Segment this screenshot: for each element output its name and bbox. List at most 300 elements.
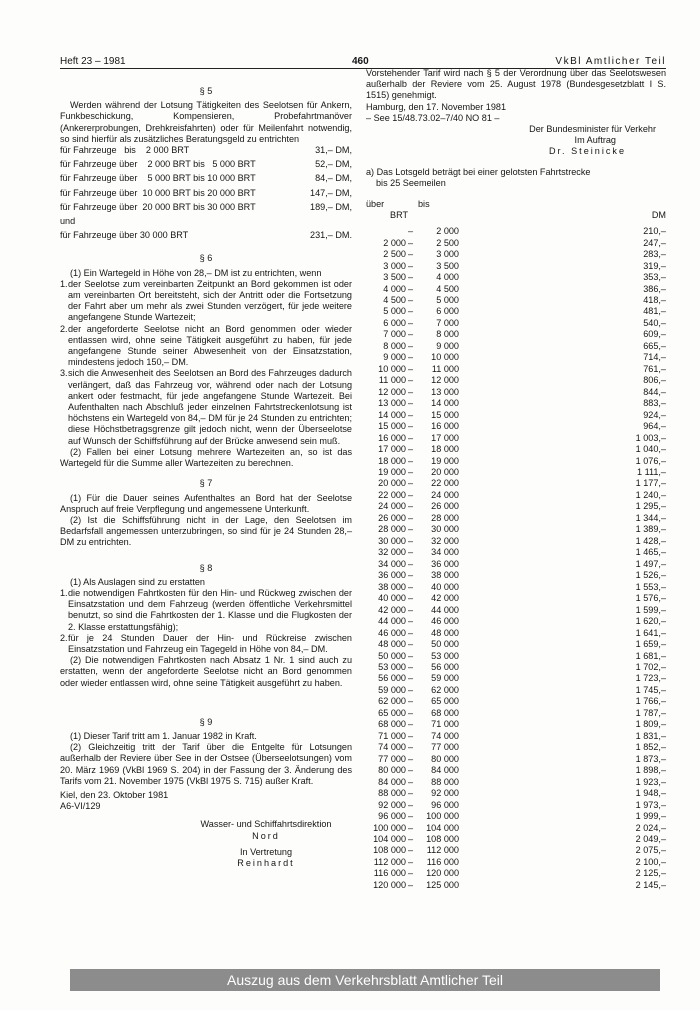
cell-from: 38 000 <box>378 581 406 592</box>
cell-from: 50 000 <box>378 650 406 661</box>
cell-to: 36 000 <box>431 558 459 569</box>
cell-dash: – <box>408 742 414 753</box>
table-row <box>366 547 666 558</box>
cell-dm: 1 465,– <box>635 547 666 558</box>
table-row <box>366 295 666 306</box>
section-8-p1: (1) Als Auslagen sind zu erstatten <box>70 576 205 587</box>
cell-to: 13 000 <box>431 386 459 397</box>
section-7-title: § 7 <box>199 478 213 489</box>
cell-dash: – <box>408 707 414 718</box>
cell-to: 50 000 <box>431 639 459 650</box>
cell-dash: – <box>408 581 414 592</box>
cell-to: 108 000 <box>426 834 459 844</box>
cell-from: 6 000 <box>383 317 406 328</box>
cell-from: 18 000 <box>378 455 406 466</box>
fee-amount: 52,– DM, <box>315 159 352 170</box>
table-row <box>366 605 666 616</box>
right-column <box>366 68 666 891</box>
table-row <box>366 536 666 547</box>
cell-from: 65 000 <box>378 707 406 718</box>
footer-banner: Auszug aus dem Verkehrsblatt Amtlicher Teil <box>70 969 660 991</box>
cell-to: 42 000 <box>431 593 459 604</box>
cell-to: 5 000 <box>436 294 459 305</box>
table-row <box>366 375 666 386</box>
table-row <box>366 455 666 466</box>
cell-dash: – <box>408 237 414 248</box>
cell-dash: – <box>408 489 414 500</box>
cell-from: 28 000 <box>378 524 406 535</box>
cell-from: 108 000 <box>373 845 406 856</box>
cell-to: 92 000 <box>431 788 459 799</box>
cell-dm: 210,– <box>643 226 666 237</box>
cell-to: 9 000 <box>436 340 459 351</box>
cell-from: 62 000 <box>378 696 406 707</box>
table-row <box>366 329 666 340</box>
cell-to: 62 000 <box>431 684 459 695</box>
cell-dash: – <box>408 650 414 661</box>
table-row <box>366 341 666 352</box>
table-row <box>366 857 666 868</box>
cell-to: 120 000 <box>426 868 459 879</box>
cell-to: 125 000 <box>426 879 459 890</box>
cell-to: 15 000 <box>431 409 459 420</box>
table-row <box>366 708 666 719</box>
cell-dash: – <box>408 558 414 569</box>
section-9-title: § 9 <box>199 716 213 727</box>
cell-dm: 1 923,– <box>635 776 666 787</box>
cell-dm: 1 641,– <box>635 627 666 638</box>
cell-dm: 283,– <box>643 249 666 260</box>
cell-from: 4 500 <box>383 294 406 305</box>
cell-from: 10 000 <box>378 363 406 374</box>
cell-to: 34 000 <box>431 547 459 558</box>
cell-dash: – <box>408 673 414 684</box>
cell-from: 2 000 <box>383 237 406 248</box>
minister: Der Bundesminister für Verkehr <box>529 124 656 135</box>
cell-dash: – <box>408 386 414 397</box>
cell-dm: 1 389,– <box>635 524 666 535</box>
cell-from: 40 000 <box>378 593 406 604</box>
cell-from: 104 000 <box>373 834 406 844</box>
fee-desc: für Fahrzeuge bis 2 000 BRT <box>60 145 190 156</box>
cell-dm: 964,– <box>643 421 666 432</box>
cell-to: 53 000 <box>431 650 459 661</box>
table-row <box>366 283 666 294</box>
cell-dm: 1 973,– <box>635 799 666 810</box>
hamburg-date: Hamburg, den 17. November 1981 <box>366 101 507 112</box>
cell-dash: – <box>408 421 414 432</box>
cell-to: 10 000 <box>431 352 459 363</box>
im-auftrag: Im Auftrag <box>574 135 616 146</box>
table-row <box>366 845 666 856</box>
header-left: Heft 23 – 1981 <box>60 56 126 67</box>
cell-from: 77 000 <box>378 753 406 764</box>
cell-from: 46 000 <box>378 627 406 638</box>
cell-from: 4 000 <box>383 283 406 294</box>
cell-dash: – <box>408 879 414 890</box>
fee-amount: 189,– DM, <box>310 201 352 212</box>
cell-dash: – <box>408 845 414 856</box>
cell-from: 71 000 <box>378 730 406 741</box>
cell-dm: 1 723,– <box>635 673 666 684</box>
table-row <box>366 788 666 799</box>
table-row <box>366 696 666 707</box>
cell-from: 53 000 <box>378 661 406 672</box>
cell-dm: 2 125,– <box>635 868 666 879</box>
signer-region: Nord <box>252 830 280 841</box>
table-row <box>366 719 666 730</box>
section-6-item-2 <box>60 324 352 369</box>
cell-dash: – <box>408 363 414 374</box>
cell-dm: 1 787,– <box>635 707 666 718</box>
cell-to: 116 000 <box>426 856 459 867</box>
table-row <box>366 352 666 363</box>
cell-dash: – <box>408 811 414 822</box>
cell-dm: 1 766,– <box>635 696 666 707</box>
cell-dm: 1 177,– <box>635 478 666 489</box>
cell-dm: 1 526,– <box>635 570 666 581</box>
cell-dm: 924,– <box>643 409 666 420</box>
fee-desc: für Fahrzeuge über 10 000 BRT bis 20 000 BRT <box>60 187 256 198</box>
cell-from: 12 000 <box>378 386 406 397</box>
cell-dash: – <box>408 788 414 799</box>
table-row <box>366 501 666 512</box>
cell-dash: – <box>408 478 414 489</box>
table-row <box>366 249 666 260</box>
table-row <box>366 387 666 398</box>
cell-from: 36 000 <box>378 570 406 581</box>
cell-from: 74 000 <box>378 742 406 753</box>
cell-dash: – <box>408 535 414 546</box>
cell-dm: 1 111,– <box>637 467 666 477</box>
cell-dm: 761,– <box>643 363 666 374</box>
header-from: über <box>366 199 385 210</box>
cell-dash: – <box>408 570 414 581</box>
section-8-title: § 8 <box>199 562 213 573</box>
item-number: 3. <box>60 368 68 379</box>
item-text: der Seelotse zum vereinbarten Zeitpunkt an Bord gekommen ist oder am vereinbarten Ort bereitsteht, sich der Antritt oder die Fortsetzung der Fahrt aber um mehr als zwei Stunden verzögert, für jede weitere angefangene Stunde Wartezeit; <box>68 278 352 323</box>
cell-to: 32 000 <box>431 535 459 546</box>
cell-dash: – <box>408 868 414 879</box>
table-row <box>366 822 666 833</box>
table-row <box>366 754 666 765</box>
cell-to: 2 000 <box>436 226 459 237</box>
fee-row <box>60 230 352 241</box>
cell-dash: – <box>408 684 414 695</box>
header-brt: BRT <box>390 210 409 221</box>
cell-dm: 2 075,– <box>635 845 666 856</box>
table-row <box>366 811 666 822</box>
fee-row <box>60 159 352 170</box>
cell-to: 6 000 <box>436 306 459 317</box>
cell-to: 30 000 <box>431 524 459 535</box>
cell-dash: – <box>408 306 414 317</box>
cell-from: 5 000 <box>383 306 406 317</box>
table-row <box>366 650 666 661</box>
cell-dash: – <box>408 444 414 455</box>
cell-dash: – <box>408 398 414 409</box>
fee-desc: für Fahrzeuge über 5 000 BRT bis 10 000 BRT <box>60 173 256 184</box>
cell-dm: 319,– <box>643 260 666 271</box>
fee-desc: für Fahrzeuge über 2 000 BRT bis 5 000 BRT <box>60 159 256 170</box>
section-7-p1: (1) Für die Dauer seines Aufenthaltes an Bord hat der Seelotse Anspruch auf freie Verpflegung und angemessene Unterkunft. <box>60 492 352 514</box>
cell-to: 112 000 <box>426 845 459 856</box>
cell-dash: – <box>408 352 414 363</box>
minister-name: Dr. Steinicke <box>548 146 626 157</box>
cell-to: 7 000 <box>436 317 459 328</box>
cell-from: 116 000 <box>373 868 406 879</box>
signer-vertretung: In Vertretung <box>239 846 293 857</box>
rate-table <box>366 226 666 891</box>
cell-dm: 1 809,– <box>635 719 666 730</box>
cell-dm: 883,– <box>643 398 666 409</box>
cell-dash: – <box>408 616 414 627</box>
cell-dash: – <box>408 375 414 386</box>
table-row <box>366 685 666 696</box>
cell-dash: – <box>408 719 414 730</box>
table-row <box>366 272 666 283</box>
cell-dm: 1 240,– <box>635 489 666 500</box>
section-8-p2: (2) Die notwendigen Fahrtkosten nach Absatz 1 Nr. 1 sind auch zu erstatten, wenn der angeforderte Seelotse nicht an Bord genommen oder wieder entlassen wird, ohne seine Tätigkeit ausgeführt zu haben. <box>60 655 352 688</box>
fee-desc: für Fahrzeuge über 20 000 BRT bis 30 000 BRT <box>60 201 256 212</box>
cell-to: 100 000 <box>426 811 459 822</box>
cell-dash: – <box>408 501 414 512</box>
table-row <box>366 880 666 891</box>
table-row <box>366 570 666 581</box>
signer-name: Reinhardt <box>237 857 295 868</box>
section-9-p1: (1) Dieser Tarif tritt am 1. Januar 1982 in Kraft. <box>70 730 257 741</box>
fee-und: und <box>60 216 76 227</box>
item-text: der angeforderte Seelotse nicht an Bord genommen oder wieder entlassen wird, ohne seine Tätigkeit ausgeführt zu haben, für jede angefangene Stunde seiner Abwesenheit von der Einsatzstation, mindestens jedoch 150,– DM. <box>68 323 352 368</box>
cell-dash: – <box>408 730 414 741</box>
item-text: sich die Anwesenheit des Seelotsen an Bord des Fahrzeuges dadurch verlängert, daß das Fahrzeug vor, während oder nach der Lotsung ankert oder festmacht, für jede angefangene Stunde Wartezeit. Bei Aufenthalten nach Abschluß jeder einzelnen Fahrtstreckenlotsung ist höchstens ein Wartegeld von 84,– DM für je 24 Stunden zu entrichten; diese Höchstbetragsgrenze gilt jedoch nicht, wenn der Überseelotse auf Wunsch der Schiffsführung auf der Brücke anwesend sein muß. <box>68 368 352 446</box>
cell-from: 112 000 <box>373 856 406 867</box>
table-row <box>366 582 666 593</box>
cell-dm: 1 497,– <box>635 558 666 569</box>
table-row <box>366 421 666 432</box>
cell-from: 80 000 <box>378 765 406 776</box>
cell-to: 80 000 <box>431 753 459 764</box>
header-to: bis <box>418 199 430 210</box>
cell-dash: – <box>408 822 414 833</box>
cell-to: 3 500 <box>436 260 459 271</box>
table-row <box>366 318 666 329</box>
fee-amount: 31,– DM, <box>315 145 352 156</box>
section-6-item-1 <box>60 279 352 324</box>
cell-dash: – <box>408 799 414 810</box>
cell-to: 59 000 <box>431 673 459 684</box>
cell-to: 96 000 <box>431 799 459 810</box>
kiel-date: Kiel, den 23. Oktober 1981 <box>60 789 169 800</box>
fee-row <box>60 188 352 199</box>
cell-to: 18 000 <box>431 444 459 455</box>
fee-amount: 147,– DM, <box>310 187 352 198</box>
cell-dash: – <box>408 776 414 787</box>
cell-dash: – <box>408 340 414 351</box>
cell-from: 14 000 <box>378 409 406 420</box>
cell-dash: – <box>408 249 414 260</box>
cell-from: 59 000 <box>378 684 406 695</box>
cell-dash: – <box>408 524 414 535</box>
cell-to: 12 000 <box>431 375 459 386</box>
cell-to: 26 000 <box>431 501 459 512</box>
cell-from: 96 000 <box>378 811 406 822</box>
cell-dash: – <box>408 765 414 776</box>
item-number: 1. <box>60 587 68 598</box>
cell-to: 22 000 <box>431 478 459 489</box>
fee-amount: 231,– DM. <box>310 230 352 241</box>
cell-from: 3 000 <box>383 260 406 271</box>
cell-dm: 1 702,– <box>635 661 666 672</box>
table-header <box>366 199 666 221</box>
cell-to: 77 000 <box>431 742 459 753</box>
cell-dm: 1 344,– <box>635 512 666 523</box>
table-row <box>366 868 666 879</box>
cell-to: 4 000 <box>436 272 459 283</box>
cell-dm: 2 145,– <box>635 879 666 890</box>
cell-to: 71 000 <box>431 719 459 730</box>
cell-dash: – <box>408 272 414 283</box>
cell-dash: – <box>408 547 414 558</box>
cell-from: 84 000 <box>378 776 406 787</box>
table-row <box>366 639 666 650</box>
cell-to: 8 000 <box>436 329 459 340</box>
cell-to: 48 000 <box>431 627 459 638</box>
cell-dash: – <box>408 661 414 672</box>
cell-dm: 247,– <box>643 237 666 248</box>
cell-from: 56 000 <box>378 673 406 684</box>
header-right: VkBl Amtlicher Teil <box>555 56 666 67</box>
cell-from: 68 000 <box>378 719 406 730</box>
section-9-p2: (2) Gleichzeitig tritt der Tarif über die Entgelte für Lotsungen außerhalb der Reviere über See in der Ostsee (Überseelotsungen) vom 20. März 1969 (VkBl 1969 S. 204) in der Fassung der 3. Änderung des Tarifs vom 21. November 1975 (VkBl 1975 S. 715) außer Kraft. <box>60 742 352 786</box>
cell-dm: 2 049,– <box>635 834 666 844</box>
cell-from: 20 000 <box>378 478 406 489</box>
cell-from: 24 000 <box>378 501 406 512</box>
cell-dash: – <box>408 294 414 305</box>
cell-from: 32 000 <box>378 547 406 558</box>
cell-dm: 1 428,– <box>635 535 666 546</box>
table-row <box>366 731 666 742</box>
table-row <box>366 524 666 535</box>
cell-dash: – <box>408 283 414 294</box>
cell-dm: 1 852,– <box>635 742 666 753</box>
section-5-text: Werden während der Lotsung Tätigkeiten des Seelotsen für Ankern, Funkbeschickung, Kompensieren, Probefahrtmanöver (Ankererprobungen, Drehkreisfahrten) oder für Meilenfahrt notwendig, so sind hierfür als zusätzliches Beratungsgeld zu entrichten <box>60 100 352 144</box>
cell-dm: 1 948,– <box>635 788 666 799</box>
fee-row <box>60 173 352 184</box>
cell-to: 24 000 <box>431 489 459 500</box>
section-6-title: § 6 <box>199 253 213 264</box>
cell-dm: 481,– <box>643 306 666 317</box>
table-row <box>366 226 666 237</box>
cell-dash: – <box>408 467 414 477</box>
item-number: 1. <box>60 278 68 289</box>
item-number: 2. <box>60 632 68 643</box>
cell-dm: 2 100,– <box>635 856 666 867</box>
cell-from: 15 000 <box>378 421 406 432</box>
cell-dm: 1 553,– <box>635 581 666 592</box>
cell-dm: 2 024,– <box>635 822 666 833</box>
table-row <box>366 673 666 684</box>
table-row <box>366 260 666 271</box>
cell-dm: 353,– <box>643 272 666 283</box>
section-6-item-3 <box>60 368 352 446</box>
table-row <box>366 478 666 489</box>
cell-dm: 806,– <box>643 375 666 386</box>
cell-from: 100 000 <box>373 822 406 833</box>
cell-from: 26 000 <box>378 512 406 523</box>
table-row <box>366 238 666 249</box>
cell-dm: 1 745,– <box>635 684 666 695</box>
cell-dm: 714,– <box>643 352 666 363</box>
table-row <box>366 490 666 501</box>
cell-dm: 418,– <box>643 294 666 305</box>
cell-dm: 1 599,– <box>635 604 666 615</box>
section-7-p2: (2) Ist die Schiffsführung nicht in der Lage, den Seelotsen im Bedarfsfall angemessen unterzubringen, so sind für je 24 Stunden 28,– DM zu entrichten. <box>60 514 352 548</box>
cell-dash: – <box>408 226 414 237</box>
cell-from: 22 000 <box>378 489 406 500</box>
cell-dm: 1 003,– <box>635 432 666 443</box>
cell-to: 65 000 <box>431 696 459 707</box>
cell-to: 56 000 <box>431 661 459 672</box>
cell-dm: 386,– <box>643 283 666 294</box>
cell-to: 14 000 <box>431 398 459 409</box>
table-row <box>366 444 666 455</box>
cell-dm: 1 873,– <box>635 753 666 764</box>
cell-dm: 1 295,– <box>635 501 666 512</box>
table-row <box>366 398 666 409</box>
cell-dm: 609,– <box>643 329 666 340</box>
header-dm: DM <box>651 210 666 221</box>
cell-from: 88 000 <box>378 788 406 799</box>
fee-amount: 84,– DM, <box>315 173 352 184</box>
table-row <box>366 559 666 570</box>
cell-from: 17 000 <box>378 444 406 455</box>
cell-dash: – <box>408 627 414 638</box>
cell-dash: – <box>408 409 414 420</box>
cell-to: 3 000 <box>436 249 459 260</box>
section-6-p2: (2) Fallen bei einer Lotsung mehrere Wartezeiten an, so ist das Wartegeld für die Summe aller Wartezeiten zu berechnen. <box>60 446 352 469</box>
cell-to: 38 000 <box>431 570 459 581</box>
cell-dm: 1 040,– <box>635 444 666 455</box>
hamburg-ref: – See 15/48.73.02–7/40 NO 81 – <box>366 112 500 123</box>
table-row <box>366 777 666 788</box>
cell-dash: – <box>408 432 414 443</box>
cell-to: 17 000 <box>431 432 459 443</box>
table-row <box>366 616 666 627</box>
cell-from: 3 500 <box>383 272 406 283</box>
cell-dash: – <box>408 604 414 615</box>
table-row <box>366 799 666 810</box>
cell-dash: – <box>408 834 414 844</box>
page-number: 460 <box>352 56 369 67</box>
fee-row <box>60 202 352 213</box>
approval-text: Vorstehender Tarif wird nach § 5 der Verordnung über das Seelotswesen außerhalb der Reviere vom 25. August 1978 (Bundesgesetzblatt I S. 1515) genehmigt. <box>366 68 666 101</box>
cell-from: 34 000 <box>378 558 406 569</box>
table-row <box>366 513 666 524</box>
cell-to: 16 000 <box>431 421 459 432</box>
cell-from: 11 000 <box>378 375 406 386</box>
cell-from: 42 000 <box>378 604 406 615</box>
cell-to: 19 000 <box>431 455 459 466</box>
cell-from: 2 500 <box>383 249 406 260</box>
fee-list <box>60 145 352 241</box>
table-row <box>366 765 666 776</box>
cell-from: 13 000 <box>378 398 406 409</box>
cell-from: 7 000 <box>383 329 406 340</box>
fee-row <box>60 145 352 156</box>
cell-to: 46 000 <box>431 616 459 627</box>
cell-dash: – <box>408 696 414 707</box>
